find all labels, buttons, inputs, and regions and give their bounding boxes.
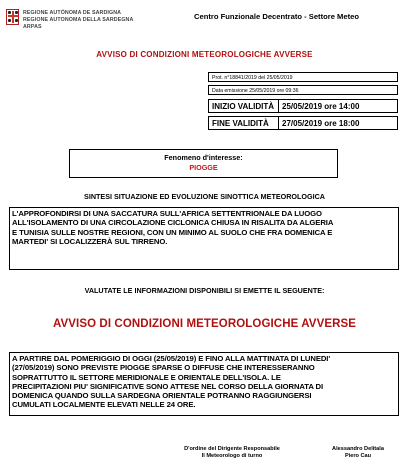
centre-title: Centro Funzionale Decentrato - Settore Meteo [194, 12, 359, 21]
signature-right-line-2: Piero Cau [344, 453, 372, 459]
notice-title: AVVISO DI CONDIZIONI METEOROLOGICHE AVVERSE [52, 318, 357, 330]
institution-line-1: REGIONE AUTÒNOMA DE SARDIGNA [23, 10, 122, 16]
signature-right-line-1: Alessandro Delitala [332, 446, 384, 452]
synthesis-line: ALL'ISOLAMENTO DI UNA CIRCOLAZIONE CICLONICA CHIUSA IN RISALITA DA ALGERIA [12, 218, 334, 228]
institution-line-3: ARPAS [23, 24, 42, 30]
notice-box [9, 352, 399, 416]
phenomenon-box [69, 149, 338, 178]
notice-line: A PARTIRE DAL POMERIGGIO DI OGGI (25/05/2019) E FINO ALLA MATTINATA DI LUNEDI' [12, 354, 331, 363]
document-title: AVVISO DI CONDIZIONI METEOROLOGICHE AVVERSE [96, 50, 313, 59]
signature-left-line-2: Il Meteorologo di turno [201, 453, 263, 459]
validity-start-label: INIZIO VALIDITÀ [209, 100, 279, 112]
validity-end-label: FINE VALIDITÀ [209, 117, 279, 129]
validity-end-value: 27/05/2019 ore 18:00 [282, 119, 360, 128]
synthesis-title: SINTESI SITUAZIONE ED EVOLUZIONE SINOTTICA METEOROLOGICA [84, 192, 325, 201]
phenomenon-value: PIOGGE [189, 163, 218, 172]
evaluation-title: VALUTATE LE INFORMAZIONI DISPONIBILI SI EMETTE IL SEGUENTE: [84, 286, 325, 295]
notice-line: SOPRATTUTTO IL SETTORE MERIDIONALE E ORIENTALE DELL'ISOLA. LE [12, 372, 281, 382]
validity-start-value: 25/05/2019 ore 14:00 [282, 102, 360, 111]
notice-line: (27/05/2019) SONO PREVISTE PIOGGE SPARSE O DIFFUSE CHE INTERESSERANNO [12, 363, 315, 373]
validity-start-row [208, 99, 398, 113]
synthesis-line: E TUNISIA SULLE NOSTRE REGIONI, CON UN MINIMO AL SUOLO CHE FRA DOMENICA E [12, 227, 333, 237]
signature-left-line-1: D'ordine del Dirigente Responsabile [184, 446, 280, 452]
validity-end-row [208, 116, 398, 130]
signature-right [318, 446, 398, 460]
notice-line: DOMENICA QUANDO SULLA SARDEGNA ORIENTALE POTRANNO RAGGIUNGERSI [12, 391, 312, 401]
emission-date: Data emissione 25/05/2019 ore 09:36 [208, 85, 398, 95]
phenomenon-label: Fenomeno d'interesse: [164, 153, 243, 162]
synthesis-line: L'APPROFONDIRSI DI UNA SACCATURA SULL'AFRICA SETTENTRIONALE DA LUOGO [12, 209, 322, 218]
synthesis-line: MARTEDI' SI LOCALIZZERÀ SUL TIRRENO. [12, 236, 168, 246]
notice-line: PRECIPITAZIONI PIU' SIGNIFICATIVE SONO ATTESE NEL CORSO DELLA GIORNATA DI [12, 381, 324, 391]
protocol-number: Prot. n°18841/2019 del 25/05/2019 [208, 72, 398, 82]
signature-left [170, 446, 294, 460]
institution-line-2: REGIONE AUTONOMA DELLA SARDEGNA [23, 17, 134, 23]
notice-line: CUMULATI LOCALMENTE ELEVATI NELLE 24 ORE. [12, 400, 196, 410]
synthesis-box [9, 207, 399, 270]
sardinia-coat-of-arms-icon [6, 9, 19, 25]
